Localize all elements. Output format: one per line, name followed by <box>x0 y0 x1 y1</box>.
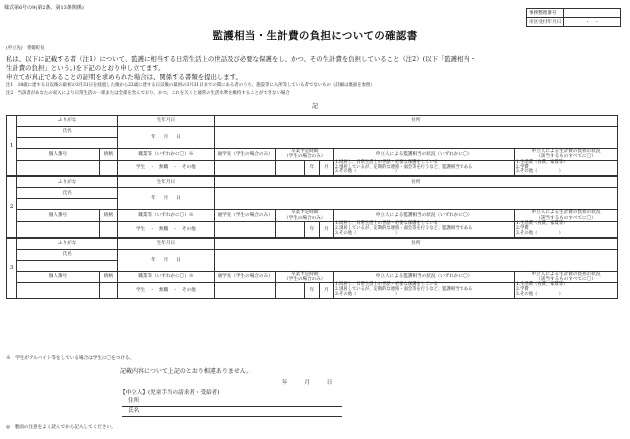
back-note: ◎ 裏面の注意をよく読んでから記入してください。 <box>6 425 116 430</box>
name-sign-label: 氏名 <box>128 408 140 414</box>
address-sign-label: 住所 <box>128 398 140 404</box>
birth-field[interactable] <box>118 249 215 271</box>
tsugaku-field[interactable] <box>214 160 276 176</box>
form-id: 様式第6号の9(第2条、第13条関係) <box>4 5 84 11</box>
birth-field[interactable] <box>118 127 215 149</box>
intro-line-2: 生計費の負担」という。)を下記のとおり申し立てます。 <box>6 64 165 72</box>
zokugara-label: 続柄 <box>99 149 118 161</box>
kojin-label: 個人番号 <box>17 271 99 283</box>
day-label: 日 <box>176 196 181 202</box>
kango-status-label: 申立人による監護相当の状況（いずれかに〇） <box>334 210 515 222</box>
day-label: 日 <box>176 134 181 140</box>
intro-line-1: 私は、以下に記載する者（注1）について、監護に相当する日常生活上の世話及び必要な保護をし、かつ、その生計費を負担していること（注2）(以下「監護相当・ <box>6 55 477 63</box>
sotsugyo-month: 月 <box>319 221 333 237</box>
sotsugyo-month: 月 <box>319 160 333 176</box>
kango-options[interactable]: 1.同居し、日常生活上の世話・必要な保護をしている 2.別居しているが、定期的な連絡・面会等を行うなど、監護相当である 3.その他（ ） <box>334 221 515 237</box>
address-field[interactable] <box>214 127 617 149</box>
birth-field[interactable] <box>118 188 215 210</box>
year-label: 年 <box>151 196 156 202</box>
tsugaku-field[interactable] <box>214 221 276 237</box>
sotsugyo-year: 年 <box>305 221 319 237</box>
seikei-status-label: 申立人による生計費の負担の状況 （該当するものすべてに〇） <box>515 271 618 283</box>
tsugaku-label: 通学先（学生の場合のみ） <box>214 149 276 161</box>
tsugaku-label: 通学先（学生の場合のみ） <box>214 271 276 283</box>
sotsugyo-month: 月 <box>319 283 333 299</box>
note-1: 注1 18歳に達する日以後の最初の3月31日を経過した後から22歳に達する日以後の最初の3月31日までの間にある者のうち、施設等に入所等している者でないもの（詳細は裏面を参照） <box>6 83 375 88</box>
entry-block-1 <box>6 115 618 176</box>
entry-block-3 <box>6 238 618 299</box>
address-label: 住所 <box>214 177 617 188</box>
furigana-label: ふりがな <box>17 177 118 188</box>
shokugyo-options[interactable]: 学生 ・ 無職 ・ その他 <box>118 160 215 176</box>
ki-heading: 記 <box>311 103 318 110</box>
address-label: 住所 <box>214 116 617 127</box>
furigana-label: ふりがな <box>17 238 118 249</box>
name-field[interactable] <box>17 138 118 149</box>
address-sign-line[interactable] <box>122 406 342 407</box>
furigana-label: ふりがな <box>17 116 118 127</box>
shokugyo-label: 職業等（いずれかに〇）※ <box>118 210 215 222</box>
kojin-field[interactable] <box>17 283 99 299</box>
admin-label-number: 事務整理番号 <box>527 9 564 18</box>
applicant-label: 【申立人】(児童手当の請求者・受給者) <box>120 390 220 396</box>
admin-box <box>526 8 621 27</box>
kojin-label: 個人番号 <box>17 149 99 161</box>
seikei-status-label: 申立人による生計費の負担の状況 （該当するものすべてに〇） <box>515 210 618 222</box>
entry-number: 2 <box>7 177 17 237</box>
entry-number: 3 <box>7 238 17 298</box>
name-label: 氏名 <box>17 249 118 260</box>
kojin-field[interactable] <box>17 160 99 176</box>
address-field[interactable] <box>214 188 617 210</box>
month-label: 月 <box>163 134 169 140</box>
shokugyo-options[interactable]: 学生 ・ 無職 ・ その他 <box>118 221 215 237</box>
birth-label: 生年月日 <box>118 116 215 127</box>
name-label: 氏名 <box>17 127 118 138</box>
admin-label-date: 市区受付年月日 <box>527 18 564 27</box>
name-field[interactable] <box>17 199 118 210</box>
page-title: 監護相当・生計費の負担についての確認書 <box>212 30 418 42</box>
kango-options[interactable]: 1.同居し、日常生活上の世話・必要な保護をしている 2.別居しているが、定期的な連絡・面会等を行うなど、監護相当である 3.その他（ ） <box>334 283 515 299</box>
note-2: 注2 当該者があなたの収入により日常生活の一部または全部を営んでおり、かつ、これを欠くと通常の生活水準を維持することができない場合 <box>6 91 290 96</box>
seikei-options[interactable]: 1.生活費（食費、家賃等） 2.学費 3.その他（ ） <box>515 221 618 237</box>
sotsugyo-year: 年 <box>305 160 319 176</box>
year-label: 年 <box>151 134 156 140</box>
seikei-options[interactable]: 1.生活費（食費、家賃等） 2.学費 3.その他（ ） <box>515 160 618 176</box>
shokugyo-label: 職業等（いずれかに〇）※ <box>118 271 215 283</box>
sotsugyo-year-blank[interactable] <box>276 283 305 299</box>
sotsugyo-year-blank[interactable] <box>276 221 305 237</box>
kango-status-label: 申立人による監護相当の状況（いずれかに〇） <box>334 271 515 283</box>
kojin-label: 個人番号 <box>17 210 99 222</box>
tsugaku-label: 通学先（学生の場合のみ） <box>214 210 276 222</box>
shokugyo-options[interactable]: 学生 ・ 無職 ・ その他 <box>118 283 215 299</box>
admin-number-field[interactable] <box>564 9 621 18</box>
name-field[interactable] <box>17 260 118 271</box>
month-label: 月 <box>163 196 169 202</box>
seikei-status-label: 申立人による生計費の負担の状況 （該当するものすべてに〇） <box>515 149 618 161</box>
seikei-options[interactable]: 1.生活費（食費、家賃等） 2.学費 3.その他（ ） <box>515 283 618 299</box>
admin-date-field[interactable]: ・ ・ <box>564 18 621 27</box>
month-label: 月 <box>163 257 169 263</box>
kojin-field[interactable] <box>17 221 99 237</box>
tsugaku-field[interactable] <box>214 283 276 299</box>
year-label: 年 <box>151 257 156 263</box>
name-label: 氏名 <box>17 188 118 199</box>
sotsugyo-label: 卒業予定時期 （学生の場合のみ） <box>276 149 334 161</box>
zokugara-label: 続柄 <box>99 271 118 283</box>
entries-container <box>6 115 618 299</box>
zokugara-field[interactable] <box>99 160 118 176</box>
day-label: 日 <box>176 257 181 263</box>
name-sign-line[interactable] <box>122 416 342 417</box>
shokugyo-label: 職業等（いずれかに〇）※ <box>118 149 215 161</box>
sign-date: 年 月 日 <box>282 380 333 386</box>
sotsugyo-year: 年 <box>305 283 319 299</box>
sotsugyo-label: 卒業予定時期 （学生の場合のみ） <box>276 271 334 283</box>
address-field[interactable] <box>214 249 617 271</box>
zokugara-field[interactable] <box>99 283 118 299</box>
applicant-to: (申立先) 愛媛町長 <box>6 46 45 51</box>
kango-options[interactable]: 1.同居し、日常生活上の世話・必要な保護をしている 2.別居しているが、定期的な連絡・面会等を行うなど、監護相当である 3.その他（ ） <box>334 160 515 176</box>
kango-status-label: 申立人による監護相当の状況（いずれかに〇） <box>334 149 515 161</box>
sotsugyo-year-blank[interactable] <box>276 160 305 176</box>
zokugara-label: 続柄 <box>99 210 118 222</box>
confirm-text: 記載内容について上記のとおり相違ありません。 <box>120 368 253 375</box>
zokugara-field[interactable] <box>99 221 118 237</box>
birth-label: 生年月日 <box>118 238 215 249</box>
footnote-student: ※ 学生がアルバイト等をしている場合は学生に〇をつける。 <box>6 356 135 361</box>
entry-number: 1 <box>7 116 17 176</box>
intro-line-3: 申立てが真正であることの証明を求められた場合は、関係する書類を提出します。 <box>6 73 242 81</box>
birth-label: 生年月日 <box>118 177 215 188</box>
entry-block-2 <box>6 176 618 237</box>
sotsugyo-label: 卒業予定時期 （学生の場合のみ） <box>276 210 334 222</box>
address-label: 住所 <box>214 238 617 249</box>
